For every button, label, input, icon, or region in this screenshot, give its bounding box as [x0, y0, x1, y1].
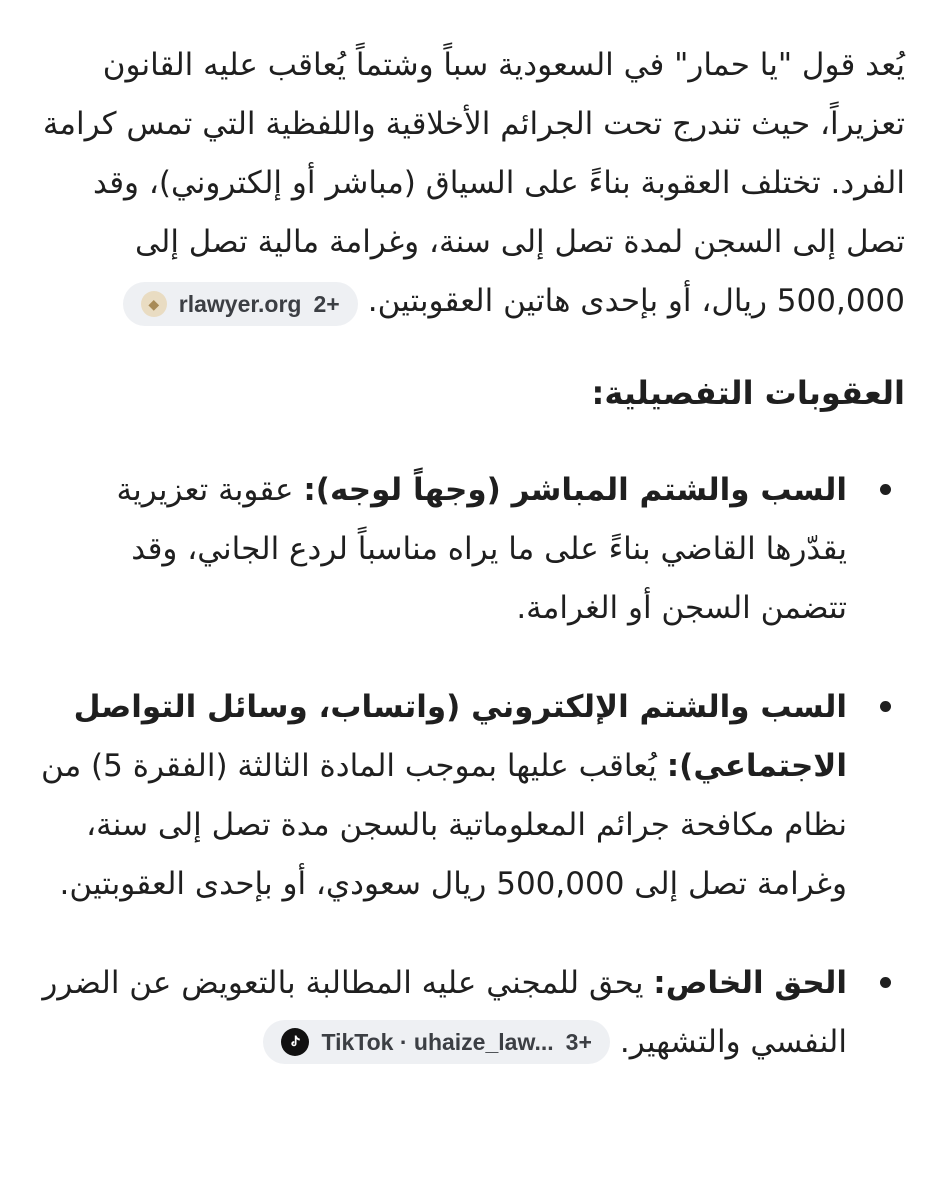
list-item [40, 461, 905, 638]
source-chip-count: 3+ [565, 1029, 592, 1055]
list-item [40, 678, 905, 914]
list-item-text [40, 678, 847, 914]
list-item-text [40, 954, 847, 1072]
list-item-text [40, 461, 847, 638]
intro-text: يُعد قول "يا حمار" في السعودية سباً وشتماً يُعاقب عليه القانون تعزيراً، حيث تندرج تحت الجرائم الأخلاقية واللفظية التي تمس كرامة الفرد. تختلف العقوبة بناءً على السياق (مباشر أو إلكتروني)، وقد تصل إلى السجن لمدة تصل إلى سنة، وغرامة مالية تصل إلى 500,000 ريال، أو بإحدى هاتين العقوبتين. [42, 47, 905, 319]
source-chip-site: TikTok · uhaize_law... [321, 1029, 554, 1055]
source-chip-count: 2+ [313, 291, 340, 317]
list-item-body: يحق للمجني عليه المطالبة بالتعويض عن الضرر النفسي والتشهير. [42, 965, 847, 1060]
section-heading: العقوبات التفصيلية: [591, 374, 905, 412]
bullet-icon [880, 977, 891, 988]
list-item-title: السب والشتم الإلكتروني (واتساب، وسائل التواصل الاجتماعي): [73, 689, 847, 784]
list-item-body: عقوبة تعزيرية يقدّرها القاضي بناءً على ما يراه مناسباً لردع الجاني، وقد تتضمن السجن أو الغرامة. [116, 472, 847, 626]
list-item-body: يُعاقب عليها بموجب المادة الثالثة (الفقرة 5) من نظام مكافحة جرائم المعلوماتية بالسجن مدة تصل إلى سنة، وغرامة تصل إلى 500,000 ريال سعودي، أو بإحدى العقوبتين. [40, 748, 847, 902]
bullet-icon [880, 484, 891, 495]
tiktok-icon [281, 1028, 309, 1056]
bullet-icon [880, 701, 891, 712]
answer-content [40, 36, 905, 1112]
list-item-title: الحق الخاص: [653, 965, 847, 1001]
site-favicon-icon: ◆ [141, 291, 167, 317]
source-chip-site: rlawyer.org [178, 291, 302, 317]
source-chip-tiktok[interactable] [263, 1020, 609, 1064]
intro-paragraph [40, 36, 905, 331]
list-item-title: السب والشتم المباشر (وجهاً لوجه): [303, 472, 847, 508]
penalty-list [40, 461, 905, 1072]
source-chip-rlawyer[interactable] [123, 282, 358, 326]
list-item [40, 954, 905, 1072]
